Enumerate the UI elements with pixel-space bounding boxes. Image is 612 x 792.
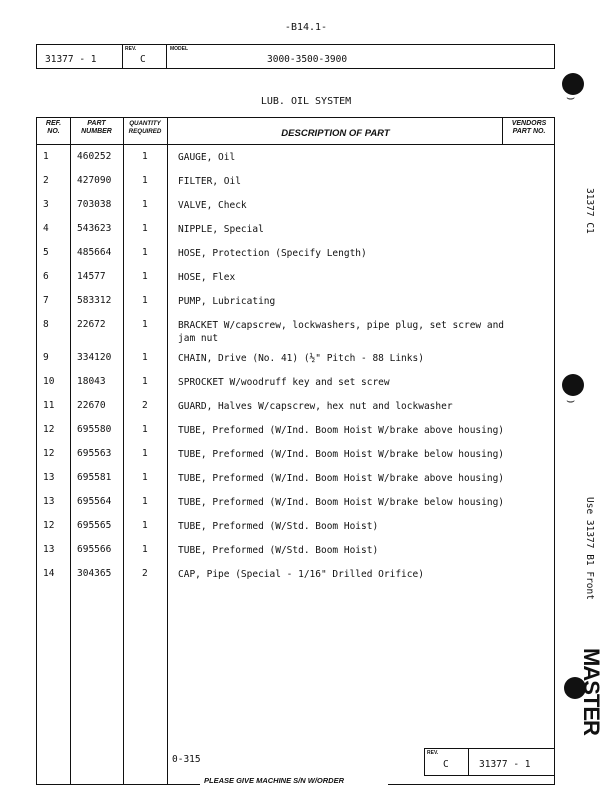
quantity-cell: 1 xyxy=(142,247,148,258)
footer-code: 0-315 xyxy=(172,754,201,765)
part-number-cell: 695566 xyxy=(77,544,112,555)
part-number-cell: 14577 xyxy=(77,271,106,282)
quantity-cell: 1 xyxy=(142,151,148,162)
ref-cell: 12 xyxy=(43,448,55,459)
description-cell: TUBE, Preformed (W/Ind. Boom Hoist W/brake above housing) xyxy=(178,473,505,484)
footer-divider xyxy=(468,749,469,775)
header-rev-cell xyxy=(123,45,167,68)
col-divider xyxy=(70,118,71,784)
page-number: -B14.1- xyxy=(284,22,328,33)
description-cell: HOSE, Protection (Specify Length) xyxy=(178,248,367,259)
header-model-label: MODEL xyxy=(170,46,189,52)
part-number-cell: 695581 xyxy=(77,472,112,483)
part-number-cell: 22670 xyxy=(77,400,106,411)
col-head-qty xyxy=(123,120,167,136)
description-cell: GUARD, Halves W/capscrew, hex nut and lockwasher xyxy=(178,401,453,412)
footer-rev-label: REV. xyxy=(427,750,439,756)
ref-cell: 10 xyxy=(43,376,55,387)
footer-box xyxy=(424,748,555,776)
ref-cell: 7 xyxy=(43,295,49,306)
ref-cell: 9 xyxy=(43,352,49,363)
col-divider xyxy=(167,118,168,784)
description-cell: TUBE, Preformed (W/Ind. Boom Hoist W/brake above housing) xyxy=(178,425,505,436)
part-number-cell: 18043 xyxy=(77,376,106,387)
part-number-cell: 695564 xyxy=(77,496,112,507)
description-cell: VALVE, Check xyxy=(178,200,247,211)
header-model-value: 3000-3500-3900 xyxy=(267,54,348,65)
system-title: LUB. OIL SYSTEM xyxy=(260,96,352,107)
footer-doc-number: 31377 - 1 xyxy=(479,759,531,770)
ref-cell: 3 xyxy=(43,199,49,210)
description-cell: TUBE, Preformed (W/Std. Boom Hoist) xyxy=(178,545,379,556)
footer-rev-value: C xyxy=(443,759,449,770)
quantity-cell: 1 xyxy=(142,175,148,186)
col-head-qty-line1: QUANTITY xyxy=(129,120,161,127)
ref-cell: 13 xyxy=(43,472,55,483)
header-divider xyxy=(37,144,554,145)
ref-cell: 12 xyxy=(43,424,55,435)
col-head-ref-line2: NO. xyxy=(47,128,60,135)
master-stamp: MASTER xyxy=(579,648,604,735)
col-head-ref-line1: REF. xyxy=(45,120,62,127)
quantity-cell: 1 xyxy=(142,223,148,234)
quantity-cell: 1 xyxy=(142,271,148,282)
quantity-cell: 1 xyxy=(142,199,148,210)
part-number-cell: 695563 xyxy=(77,448,112,459)
col-head-part-line1: PART xyxy=(87,120,106,127)
header-doc-cell xyxy=(37,45,123,68)
quantity-cell: 1 xyxy=(142,448,148,459)
binder-mark: ⌣ xyxy=(566,90,576,106)
part-number-cell: 427090 xyxy=(77,175,112,186)
col-head-desc: DESCRIPTION OF PART xyxy=(281,128,390,139)
ref-cell: 6 xyxy=(43,271,49,282)
description-cell: SPROCKET W/woodruff key and set screw xyxy=(178,377,390,388)
part-number-cell: 695565 xyxy=(77,520,112,531)
description-cell: NIPPLE, Special xyxy=(178,224,264,235)
description-cell: HOSE, Flex xyxy=(178,272,236,283)
header-doc-number: 31377 - 1 xyxy=(45,54,97,65)
col-head-part xyxy=(70,120,123,136)
part-number-cell: 583312 xyxy=(77,295,112,306)
quantity-cell: 2 xyxy=(142,400,148,411)
ref-cell: 11 xyxy=(43,400,55,411)
part-number-cell: 703038 xyxy=(77,199,112,210)
part-number-cell: 334120 xyxy=(77,352,112,363)
margin-note-top: 31377 C1 xyxy=(584,188,595,234)
header-box xyxy=(36,44,555,69)
description-cell: TUBE, Preformed (W/Ind. Boom Hoist W/brake below housing) xyxy=(178,449,505,460)
part-number-cell: 22672 xyxy=(77,319,106,330)
part-number-cell: 304365 xyxy=(77,568,112,579)
quantity-cell: 1 xyxy=(142,544,148,555)
binder-mark: ⌣ xyxy=(566,393,576,409)
col-head-part-line2: NUMBER xyxy=(81,128,112,135)
part-number-cell: 460252 xyxy=(77,151,112,162)
quantity-cell: 1 xyxy=(142,520,148,531)
quantity-cell: 1 xyxy=(142,472,148,483)
ref-cell: 12 xyxy=(43,520,55,531)
col-head-vendors xyxy=(502,120,556,136)
description-cell: CHAIN, Drive (No. 41) (½" Pitch - 88 Links) xyxy=(178,353,424,364)
quantity-cell: 2 xyxy=(142,568,148,579)
quantity-cell: 1 xyxy=(142,496,148,507)
description-cell: FILTER, Oil xyxy=(178,176,241,187)
footer-note: PLEASE GIVE MACHINE S/N W/ORDER xyxy=(200,776,388,785)
part-number-cell: 695580 xyxy=(77,424,112,435)
header-rev-label: REV. xyxy=(125,46,137,52)
col-head-vendors-line1: VENDORS xyxy=(511,120,547,127)
quantity-cell: 1 xyxy=(142,376,148,387)
description-cell: GAUGE, Oil xyxy=(178,152,236,163)
ref-cell: 8 xyxy=(43,319,49,330)
quantity-cell: 1 xyxy=(142,295,148,306)
parts-table xyxy=(36,117,555,785)
ref-cell: 14 xyxy=(43,568,55,579)
quantity-cell: 1 xyxy=(142,352,148,363)
ref-cell: 13 xyxy=(43,544,55,555)
col-head-ref xyxy=(37,120,70,136)
ref-cell: 13 xyxy=(43,496,55,507)
quantity-cell: 1 xyxy=(142,319,148,330)
col-head-vendors-line2: PART NO. xyxy=(512,128,546,135)
ref-cell: 4 xyxy=(43,223,49,234)
ref-cell: 1 xyxy=(43,151,49,162)
header-rev-value: C xyxy=(140,54,146,65)
description-cell: BRACKET W/capscrew, lockwashers, pipe plug, set screw and jam nut xyxy=(178,320,505,344)
col-head-qty-line2: REQUIRED xyxy=(128,128,162,135)
ref-cell: 5 xyxy=(43,247,49,258)
col-divider xyxy=(123,118,124,784)
description-cell: CAP, Pipe (Special - 1/16" Drilled Orifice) xyxy=(178,569,424,580)
description-cell: TUBE, Preformed (W/Ind. Boom Hoist W/brake below housing) xyxy=(178,497,505,508)
description-cell: PUMP, Lubricating xyxy=(178,296,276,307)
part-number-cell: 485664 xyxy=(77,247,112,258)
description-cell: TUBE, Preformed (W/Std. Boom Hoist) xyxy=(178,521,379,532)
ref-cell: 2 xyxy=(43,175,49,186)
quantity-cell: 1 xyxy=(142,424,148,435)
part-number-cell: 543623 xyxy=(77,223,112,234)
margin-note-bottom: Use 31377 B1 Front xyxy=(584,497,595,600)
